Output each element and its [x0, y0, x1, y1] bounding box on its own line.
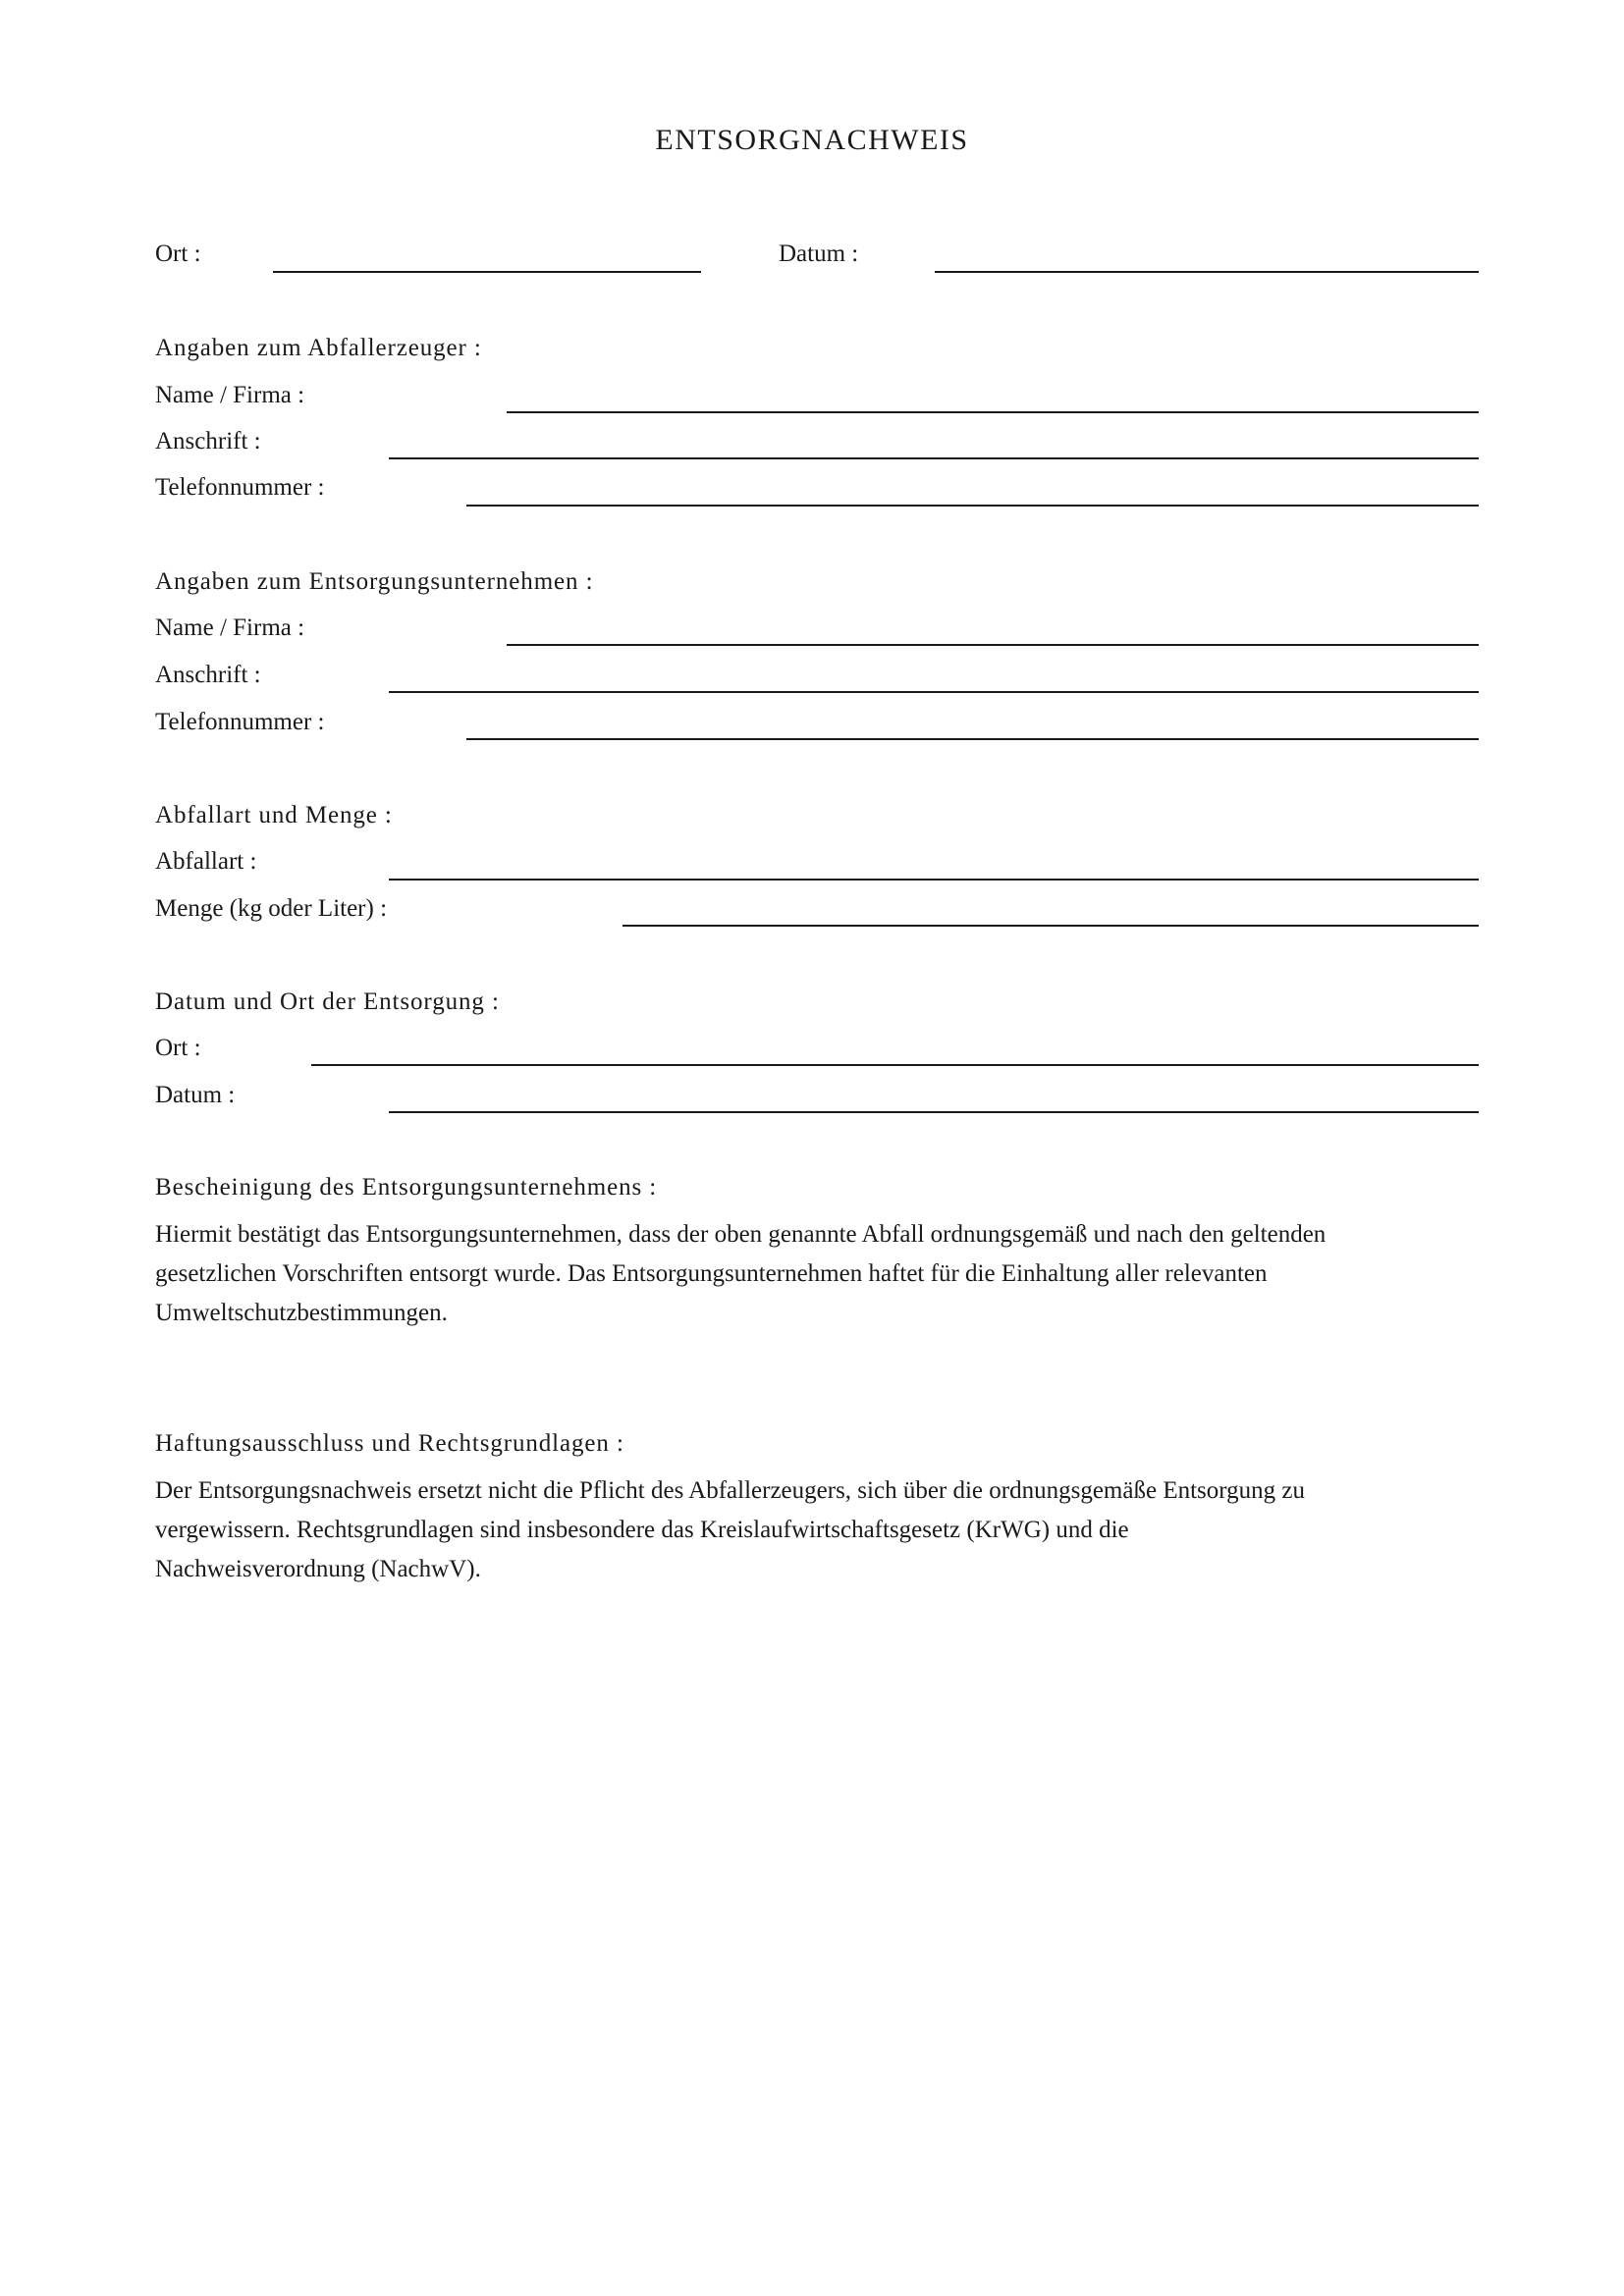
abfallerzeuger-anschrift-label: Anschrift : [155, 428, 261, 454]
entsorgung-ort-field[interactable] [311, 1064, 1479, 1066]
ort-field[interactable] [273, 271, 701, 273]
abfallerzeuger-heading: Angaben zum Abfallerzeuger : [155, 335, 482, 361]
entsorger-anschrift-field[interactable] [389, 691, 1479, 693]
haftung-heading: Haftungsausschluss und Rechtsgrundlagen : [155, 1430, 624, 1457]
datum-field[interactable] [935, 271, 1479, 273]
entsorgung-datum-label: Datum : [155, 1082, 236, 1108]
haftung-text [155, 1471, 1530, 1589]
bescheinigung-line: gesetzlichen Vorschriften entsorgt wurde. Das Entsorgungsunternehmen haftet für die Einhaltung aller relevanten [155, 1260, 1268, 1287]
entsorgung-datum-field[interactable] [389, 1111, 1479, 1113]
entsorger-telefon-label: Telefonnummer : [155, 709, 325, 735]
entsorgung-heading: Datum und Ort der Entsorgung : [155, 988, 500, 1015]
entsorgungsunternehmen-heading: Angaben zum Entsorgungsunternehmen : [155, 568, 594, 595]
abfallart-label: Abfallart : [155, 848, 257, 875]
abfallerzeuger-name-label: Name / Firma : [155, 382, 305, 408]
bescheinigung-text [155, 1215, 1530, 1333]
bescheinigung-line: Hiermit bestätigt das Entsorgungsunternehmen, dass der oben genannte Abfall ordnungsgemäß und nach den geltenden [155, 1221, 1326, 1248]
haftung-line: vergewissern. Rechtsgrundlagen sind insbesondere das Kreislaufwirtschaftsgesetz (KrWG) und die [155, 1517, 1129, 1543]
document-title: ENTSORGNACHWEIS [655, 124, 969, 156]
abfall-heading: Abfallart und Menge : [155, 802, 393, 828]
entsorger-name-field[interactable] [507, 644, 1479, 646]
datum-label: Datum : [779, 240, 859, 267]
menge-label: Menge (kg oder Liter) : [155, 895, 388, 922]
haftung-line: Der Entsorgungsnachweis ersetzt nicht die Pflicht des Abfallerzeugers, sich über die ordnungsgemäße Entsorgung zu [155, 1477, 1305, 1504]
abfallerzeuger-telefon-field[interactable] [466, 505, 1479, 507]
entsorger-telefon-field[interactable] [466, 738, 1479, 740]
abfallerzeuger-telefon-label: Telefonnummer : [155, 474, 325, 501]
abfallart-field[interactable] [389, 879, 1479, 881]
bescheinigung-line: Umweltschutzbestimmungen. [155, 1300, 448, 1326]
ort-label: Ort : [155, 240, 201, 267]
haftung-line: Nachweisverordnung (NachwV). [155, 1556, 481, 1582]
entsorger-name-label: Name / Firma : [155, 614, 305, 641]
entsorger-anschrift-label: Anschrift : [155, 662, 261, 688]
menge-field[interactable] [623, 925, 1479, 927]
abfallerzeuger-anschrift-field[interactable] [389, 457, 1479, 459]
entsorgung-ort-label: Ort : [155, 1035, 201, 1061]
abfallerzeuger-name-field[interactable] [507, 411, 1479, 413]
bescheinigung-heading: Bescheinigung des Entsorgungsunternehmens : [155, 1174, 658, 1201]
